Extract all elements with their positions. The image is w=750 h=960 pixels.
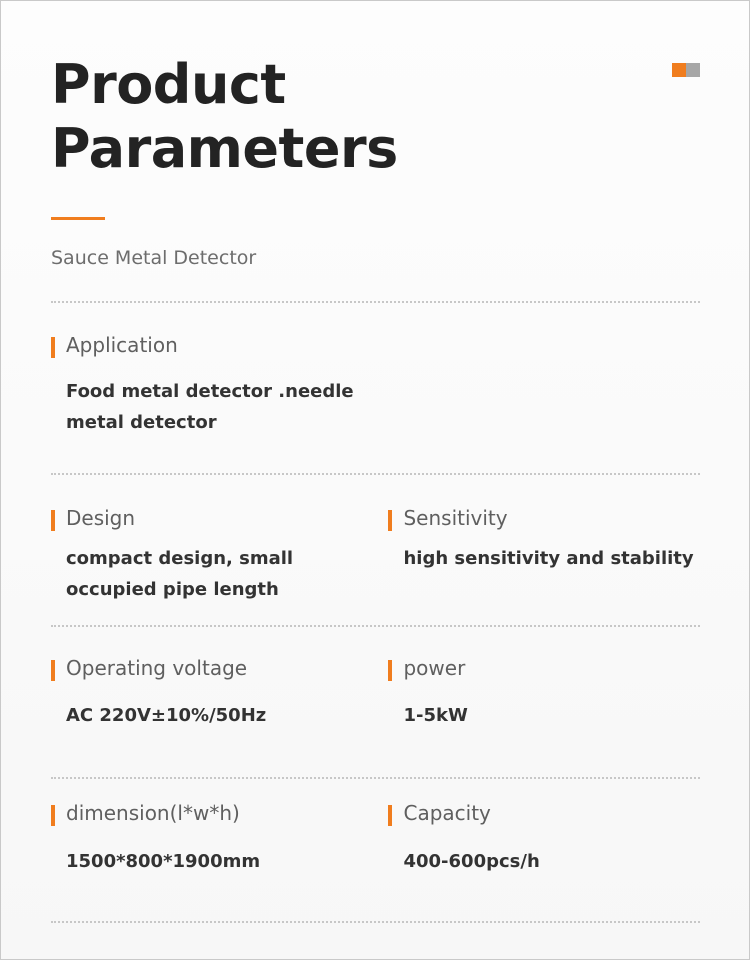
parameter-label: power xyxy=(403,656,466,680)
accent-bar-icon xyxy=(51,660,55,681)
page-title-line-1: Product xyxy=(51,53,286,116)
parameter-value: compact design, small occupied pipe length xyxy=(66,548,294,600)
parameter-cell-sensitivity xyxy=(385,506,700,605)
parameter-label: Application xyxy=(66,333,178,357)
parameter-label: Design xyxy=(66,506,136,530)
parameter-value: Food metal detector .needle metal detector xyxy=(66,381,354,433)
parameter-label: Capacity xyxy=(403,801,491,825)
accent-bar-icon xyxy=(388,510,392,531)
parameter-label: dimension(l*w*h) xyxy=(66,801,240,825)
accent-bar-icon xyxy=(388,660,392,681)
parameter-rows xyxy=(51,1,700,959)
parameter-cell-power xyxy=(385,656,700,731)
card-content xyxy=(51,1,700,959)
page-title-line-2: Parameters xyxy=(51,117,398,180)
parameter-cell-design xyxy=(51,506,385,605)
accent-bar-icon xyxy=(51,510,55,531)
accent-bar-icon xyxy=(51,337,55,358)
parameter-cell-application xyxy=(51,333,386,438)
parameter-value: 1-5kW xyxy=(403,705,468,726)
accent-bar-icon xyxy=(51,805,55,826)
parameter-cell-operating-voltage xyxy=(51,656,385,731)
product-subtitle: Sauce Metal Detector xyxy=(51,247,257,269)
parameter-label: Sensitivity xyxy=(403,506,508,530)
parameter-value: 400-600pcs/h xyxy=(403,851,540,872)
parameter-cell-capacity xyxy=(385,801,700,877)
parameter-cell-dimension xyxy=(51,801,385,877)
parameter-row xyxy=(51,656,700,731)
parameter-row xyxy=(51,801,700,877)
parameter-value: AC 220V±10%/50Hz xyxy=(66,705,267,726)
parameter-row xyxy=(51,506,700,605)
parameter-row xyxy=(51,333,700,438)
accent-bar-icon xyxy=(388,805,392,826)
parameter-value: 1500*800*1900mm xyxy=(66,851,261,872)
parameter-value: high sensitivity and stability xyxy=(403,548,694,569)
parameter-label: Operating voltage xyxy=(66,656,248,680)
